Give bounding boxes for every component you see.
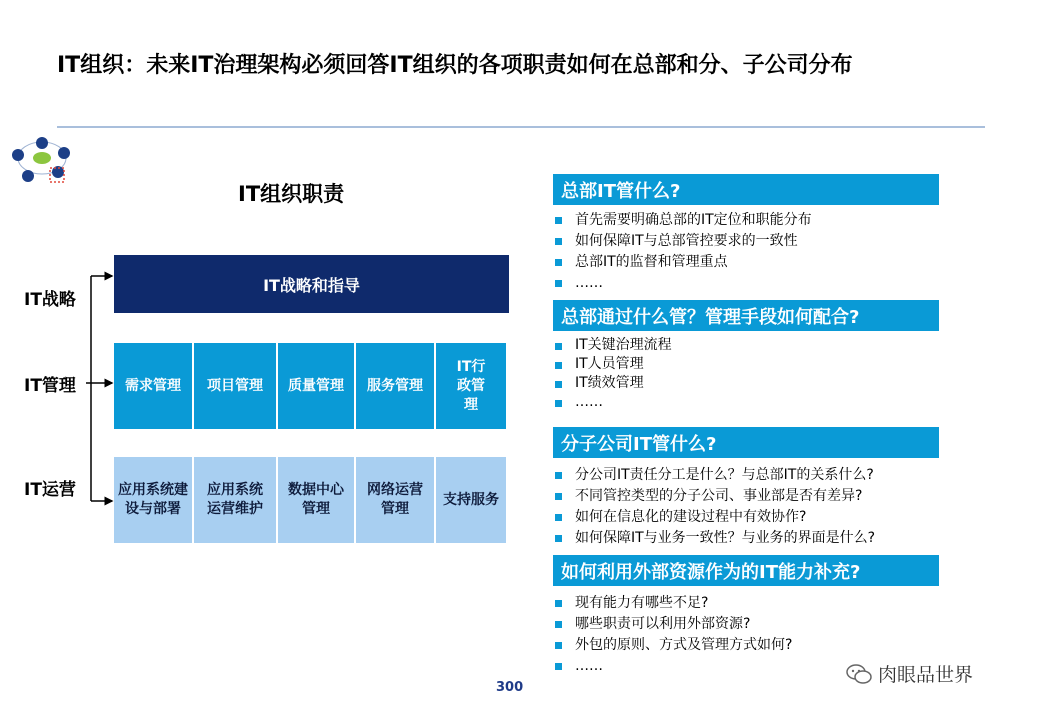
row-label-management: IT管理 (24, 376, 76, 396)
mgmt-cell-project: 项目管理 (194, 343, 276, 429)
ops-cell-network: 网络运营管理 (356, 457, 434, 543)
list-item: 现有能力有哪些不足? (553, 593, 792, 614)
list-item: 如何保障IT与总部管控要求的一致性 (553, 231, 812, 252)
section-header-hq-scope: 总部IT管什么? (553, 174, 939, 205)
wechat-icon (846, 663, 872, 685)
section-bullets-subsidiary (553, 465, 875, 549)
list-item: IT人员管理 (553, 355, 672, 374)
list-item: 首先需要明确总部的IT定位和职能分布 (553, 210, 812, 231)
section-bullets-external (553, 593, 792, 677)
title-divider (57, 126, 985, 128)
mgmt-cell-demand: 需求管理 (114, 343, 192, 429)
watermark-text: 肉眼品世界 (878, 664, 974, 686)
mgmt-cell-quality: 质量管理 (278, 343, 354, 429)
list-item: IT绩效管理 (553, 374, 672, 393)
management-row (114, 343, 506, 429)
list-item: 哪些职责可以利用外部资源? (553, 614, 792, 635)
org-chart-title: IT组织职责 (238, 182, 345, 206)
section-header-subsidiary: 分子公司IT管什么? (553, 427, 939, 458)
list-item: 如何保障IT与业务一致性？与业务的界面是什么? (553, 528, 875, 549)
list-item: …… (553, 273, 812, 294)
row-label-operations: IT运营 (24, 480, 76, 500)
mgmt-cell-it-admin: IT行政管理 (436, 343, 506, 429)
list-item: 总部IT的监督和管理重点 (553, 252, 812, 273)
ops-cell-app-ops: 应用系统运营维护 (194, 457, 276, 543)
list-item: 分公司IT责任分工是什么？与总部IT的关系什么? (553, 465, 875, 486)
bracket-arrows (86, 268, 116, 512)
watermark (846, 660, 973, 687)
list-item: 外包的原则、方式及管理方式如何? (553, 635, 792, 656)
list-item: 如何在信息化的建设过程中有效协作? (553, 507, 875, 528)
strategy-box: IT战略和指导 (114, 255, 509, 313)
list-item: …… (553, 656, 792, 677)
section-header-hq-means: 总部通过什么管？管理手段如何配合? (553, 300, 939, 331)
section-header-external: 如何利用外部资源作为的IT能力补充? (553, 555, 939, 586)
slide-title: IT组织：未来IT治理架构必须回答IT组织的各项职责如何在总部和分、子公司分布 (57, 53, 853, 78)
cycle-diagram-logo (6, 130, 84, 188)
list-item: IT关键治理流程 (553, 336, 672, 355)
list-item: 不同管控类型的分子公司、事业部是否有差异? (553, 486, 875, 507)
operations-row (114, 457, 506, 543)
section-bullets-hq-means (553, 336, 672, 412)
section-bullets-hq-scope (553, 210, 812, 294)
mgmt-cell-service: 服务管理 (356, 343, 434, 429)
list-item: …… (553, 393, 672, 412)
page-number: 300 (496, 680, 524, 695)
ops-cell-datacenter: 数据中心管理 (278, 457, 354, 543)
row-label-strategy: IT战略 (24, 290, 76, 310)
ops-cell-app-build: 应用系统建设与部署 (114, 457, 192, 543)
ops-cell-support: 支持服务 (436, 457, 506, 543)
